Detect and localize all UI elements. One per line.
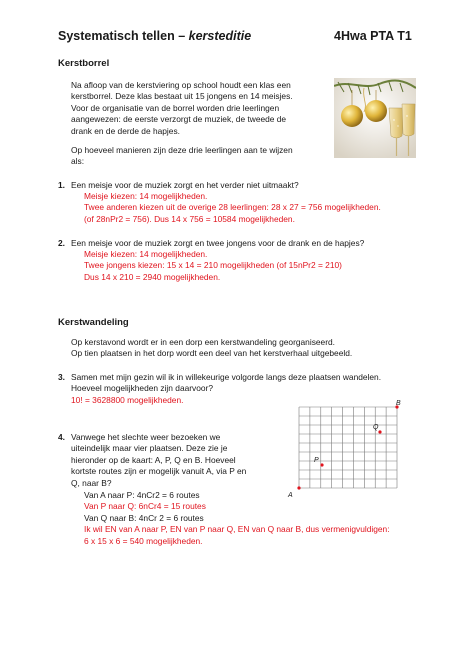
section-heading-kerstwandeling: Kerstwandeling xyxy=(58,317,129,328)
answer-3: 10! = 3628800 mogelijkheden. xyxy=(71,395,184,405)
question-4-line: Vanwege het slechte weer bezoeken we xyxy=(71,432,221,442)
label-q: Q xyxy=(373,424,379,431)
question-4-line: kortste routes zijn er mogelijk vanuit A, via P en xyxy=(71,466,247,477)
gold-bauble-left xyxy=(341,105,363,127)
walk-intro-line: Op tien plaatsen in het dorp wordt een deel van het kerstverhaal uitgebeeld. xyxy=(71,348,353,359)
question-number-4: 4. xyxy=(58,432,65,442)
answer-1-line: (of 28nPr2 = 756). Dus 14 x 756 = 10584 mogelijkheden. xyxy=(84,213,295,224)
question-4-line: Q, naar B? xyxy=(71,477,112,488)
question-intro-line: als: xyxy=(71,156,85,167)
bubble xyxy=(406,115,407,116)
gold-bauble-right xyxy=(365,100,387,122)
answer-4-line: Ik wil EN van A naar P, EN van P naar Q, EN van Q naar B, dus vermenigvuldigen: xyxy=(84,524,390,535)
question-4-line: uiteindelijk maar vier plaatsen. Deze zie je xyxy=(71,443,228,454)
answer-4-line: 6 x 15 x 6 = 540 mogelijkheden. xyxy=(84,535,203,546)
intro-paragraph xyxy=(71,80,333,137)
question-intro-line: Op hoeveel manieren zijn deze drie leerlingen aan te wijzen xyxy=(71,145,293,155)
answer-4-line: Van Q naar B: 4nCr 2 = 6 routes xyxy=(84,512,204,523)
answer-2-line: Meisje kiezen: 14 mogelijkheden. xyxy=(84,249,208,259)
intro-line: aangewezen: de eerste verzorgt de muziek, de tweede de xyxy=(71,114,287,125)
bubble xyxy=(397,125,398,126)
intro-line: kerstborrel. Deze klas bestaat uit 15 jongens en 14 meisjes. xyxy=(71,91,293,102)
answer-1-line: Meisje kiezen: 14 mogelijkheden. xyxy=(84,191,208,201)
answer-2-line: Twee jongens kiezen: 15 x 14 = 210 mogelijkheden (of 15nPr2 = 210) xyxy=(84,260,342,271)
label-p: P xyxy=(314,457,319,464)
question-2-text: Een meisje voor de muziek zorgt en twee jongens voor de drank en de hapjes? xyxy=(71,238,365,248)
question-number-3: 3. xyxy=(58,372,65,382)
question-intro xyxy=(71,145,333,168)
answer-1-line: Twee anderen kiezen uit de overige 28 leerlingen: 28 x 27 = 756 mogelijkheden. xyxy=(84,202,381,213)
question-4-text xyxy=(71,432,246,489)
document-title xyxy=(58,29,251,43)
intro-line: Voor de organisatie van de borrel worden drie leerlingen xyxy=(71,102,280,113)
question-number-1: 1. xyxy=(58,180,65,190)
section-heading-kerstborrel: Kerstborrel xyxy=(58,58,110,69)
class-code: 4Hwa PTA T1 xyxy=(334,29,412,43)
title-italic: kersteditie xyxy=(188,29,252,43)
question-3-line: Hoeveel mogelijkheden zijn daarvoor? xyxy=(71,383,213,394)
intro-line: Na afloop van de kerstviering op school houdt een klas een xyxy=(71,80,291,90)
label-b: B xyxy=(396,400,401,407)
question-3-line: Samen met mijn gezin wil ik in willekeurige volgorde langs deze plaatsen wandelen. xyxy=(71,372,382,382)
question-4-line: hieronder op de kaart: A, P, Q en B. Hoeveel xyxy=(71,454,236,465)
question-1-text: Een meisje voor de muziek zorgt en het verder niet uitmaakt? xyxy=(71,180,299,190)
walk-intro xyxy=(71,337,411,360)
point-p xyxy=(320,463,323,466)
question-number-2: 2. xyxy=(58,238,65,248)
street-grid-map xyxy=(282,395,402,505)
champagne-glass-right xyxy=(402,104,415,136)
intro-line: drank en de derde de hapjes. xyxy=(71,125,180,136)
point-q xyxy=(378,430,381,433)
label-a: A xyxy=(288,492,293,499)
champagne-glass-left xyxy=(389,108,404,138)
answer-2 xyxy=(84,249,342,283)
christmas-illustration xyxy=(334,78,416,158)
walk-intro-line: Op kerstavond wordt er in een dorp een kerstwandeling georganiseerd. xyxy=(71,337,335,347)
answer-2-line: Dus 14 x 210 = 2940 mogelijkheden. xyxy=(84,271,221,282)
answer-1 xyxy=(84,191,381,225)
answer-4-line: Van P naar Q: 6nCr4 = 15 routes xyxy=(84,501,206,512)
point-a xyxy=(297,486,300,489)
bubble xyxy=(393,119,394,120)
grid-lines xyxy=(299,407,397,488)
title-main: Systematisch tellen – xyxy=(58,29,189,43)
answer-4-line: Van A naar P: 4nCr2 = 6 routes xyxy=(84,490,200,500)
question-3-text xyxy=(71,372,381,395)
